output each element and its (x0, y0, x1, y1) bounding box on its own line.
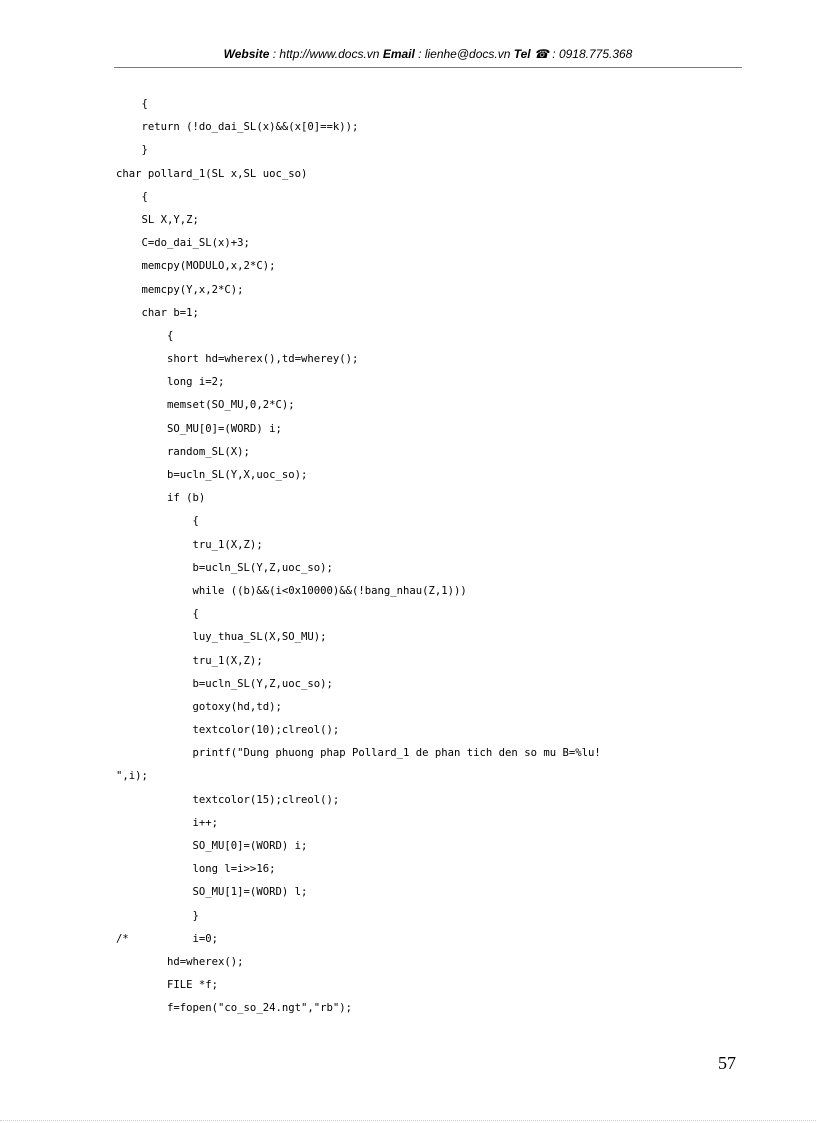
code-line: SO_MU[1]=(WORD) l; (116, 886, 308, 899)
website-value: : http://www.docs.vn (269, 47, 383, 61)
code-line: { (116, 98, 148, 110)
code-line: C=do_dai_SL(x)+3; (116, 237, 250, 250)
code-line: ",i); (116, 770, 148, 783)
page-number: 57 (718, 1053, 736, 1073)
code-line: random_SL(X); (116, 445, 250, 458)
code-line: b=ucln_SL(Y,Z,uoc_so); (116, 677, 333, 690)
code-line: SO_MU[0]=(WORD) i; (116, 840, 308, 852)
code-line: FILE *f; (116, 979, 219, 992)
page-header (114, 47, 742, 61)
phone-icon: ☎ (533, 47, 549, 61)
code-line: tru_1(X,Z); (116, 538, 263, 551)
code-line: { (116, 515, 199, 528)
code-line: if (b) (116, 492, 206, 505)
code-line: hd=wherex(); (116, 955, 244, 968)
code-line: memset(SO_MU,0,2*C); (116, 399, 295, 412)
code-line: b=ucln_SL(Y,Z,uoc_so); (116, 561, 333, 574)
code-line: i++; (116, 816, 219, 829)
code-block (116, 96, 601, 1024)
code-line: b=ucln_SL(Y,X,uoc_so); (116, 469, 308, 481)
email-label: Email (382, 47, 415, 61)
code-line: tru_1(X,Z); (116, 654, 263, 667)
website-label: Website (223, 47, 270, 61)
page-bottom-border (0, 1120, 816, 1121)
code-line: memcpy(Y,x,2*C); (116, 283, 244, 296)
header-rule (114, 67, 742, 68)
code-line: long i=2; (116, 376, 225, 389)
tel-value: : 0918.775.368 (548, 47, 633, 61)
code-line: while ((b)&&(i<0x10000)&&(!bang_nhau(Z,1))) (116, 584, 467, 597)
code-line: } (116, 909, 199, 922)
code-line: SO_MU[0]=(WORD) i; (116, 422, 282, 435)
code-line: printf("Dung phuong phap Pollard_1 de phan tich den so mu B=%lu! (116, 747, 601, 760)
code-line: { (116, 608, 199, 621)
code-line: long l=i>>16; (116, 863, 276, 876)
code-line: gotoxy(hd,td); (116, 700, 282, 713)
code-line: return (!do_dai_SL(x)&&(x[0]==k)); (116, 121, 359, 134)
code-line: char pollard_1(SL x,SL uoc_so) (116, 167, 308, 180)
code-line: { (116, 190, 148, 203)
code-line: SL X,Y,Z; (116, 213, 199, 226)
code-line: { (116, 329, 174, 342)
code-line: textcolor(15);clreol(); (116, 793, 340, 806)
code-line: textcolor(10);clreol(); (116, 724, 340, 737)
code-line: luy_thua_SL(X,SO_MU); (116, 631, 327, 644)
tel-label: Tel (513, 47, 531, 61)
code-line: short hd=wherex(),td=wherey(); (116, 353, 359, 366)
code-line: /* i=0; (116, 932, 219, 945)
email-value: : lienhe@docs.vn (414, 47, 514, 61)
code-line: char b=1; (116, 306, 199, 319)
code-line: f=fopen("co_so_24.ngt","rb"); (116, 1002, 352, 1015)
code-line: } (116, 144, 148, 157)
code-line: memcpy(MODULO,x,2*C); (116, 260, 276, 273)
